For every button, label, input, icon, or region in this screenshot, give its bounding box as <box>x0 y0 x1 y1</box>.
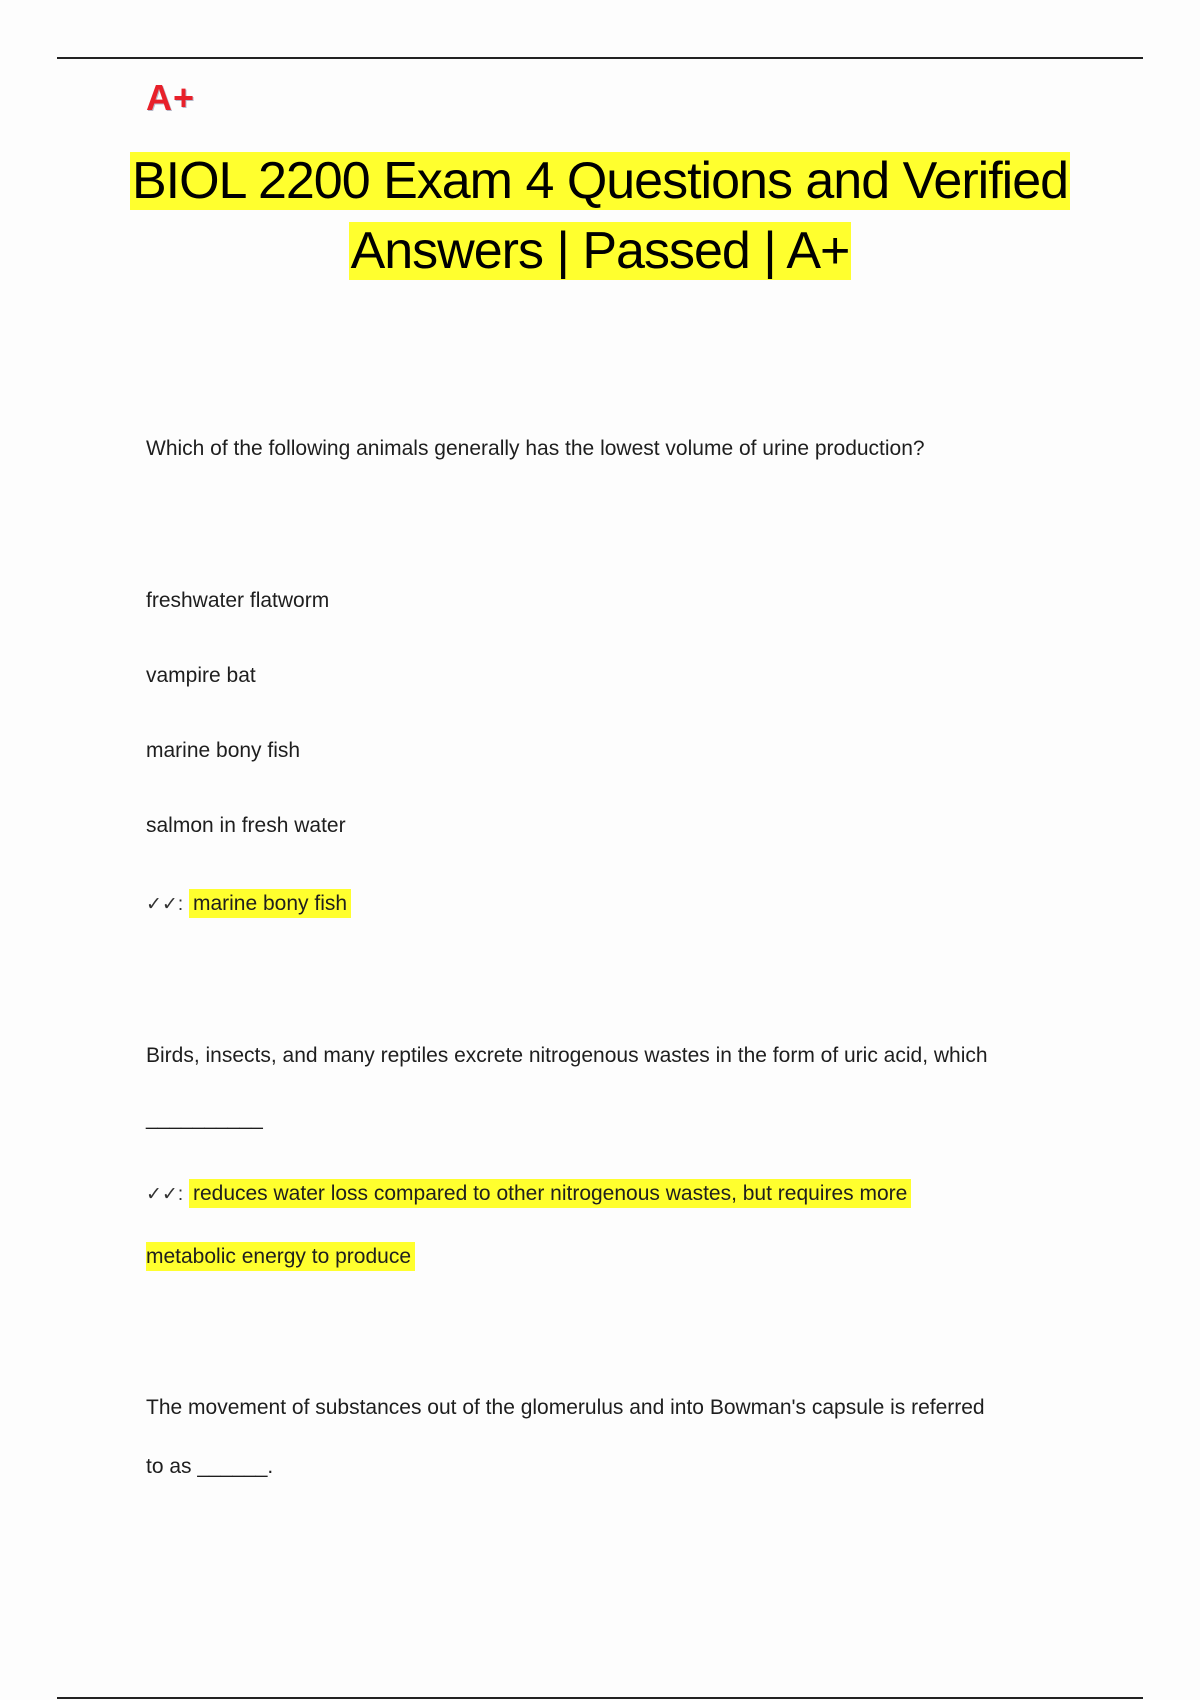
question-1-option-1: freshwater flatworm <box>146 589 330 612</box>
bottom-rule <box>57 1697 1143 1699</box>
question-1-option-4: salmon in fresh water <box>146 814 346 837</box>
page-title <box>100 146 1100 286</box>
question-1-option-3: marine bony fish <box>146 739 301 762</box>
question-2-answer-part-1: reduces water loss compared to other nitrogenous wastes, but requires more <box>189 1179 911 1208</box>
question-2-text: Birds, insects, and many reptiles excrete nitrogenous wastes in the form of uric acid, which <box>146 1044 988 1067</box>
top-rule <box>57 57 1143 59</box>
question-2-answer-part-2: metabolic energy to produce <box>146 1242 415 1271</box>
title-line-1: BIOL 2200 Exam 4 Questions and Verified <box>131 152 1069 210</box>
question-1-answer: marine bony fish <box>189 889 351 918</box>
question-1-option-2: vampire bat <box>146 664 256 687</box>
question-2-answer-line-2 <box>146 1243 415 1271</box>
checkmark-icon: ✓✓: <box>146 1184 184 1205</box>
grade-badge: A+ <box>146 77 196 118</box>
checkmark-icon: ✓✓: <box>146 894 184 915</box>
question-3-text-line-2: to as ______. <box>146 1455 274 1478</box>
question-2-blank: __________ <box>146 1107 263 1130</box>
question-3-text-line-1: The movement of substances out of the glomerulus and into Bowman's capsule is referred <box>146 1396 985 1419</box>
question-1-answer-line <box>146 890 351 919</box>
question-1-text: Which of the following animals generally has the lowest volume of urine production? <box>146 437 925 460</box>
question-2-answer-line-1 <box>146 1180 911 1209</box>
title-line-2: Answers | Passed | A+ <box>350 222 850 280</box>
